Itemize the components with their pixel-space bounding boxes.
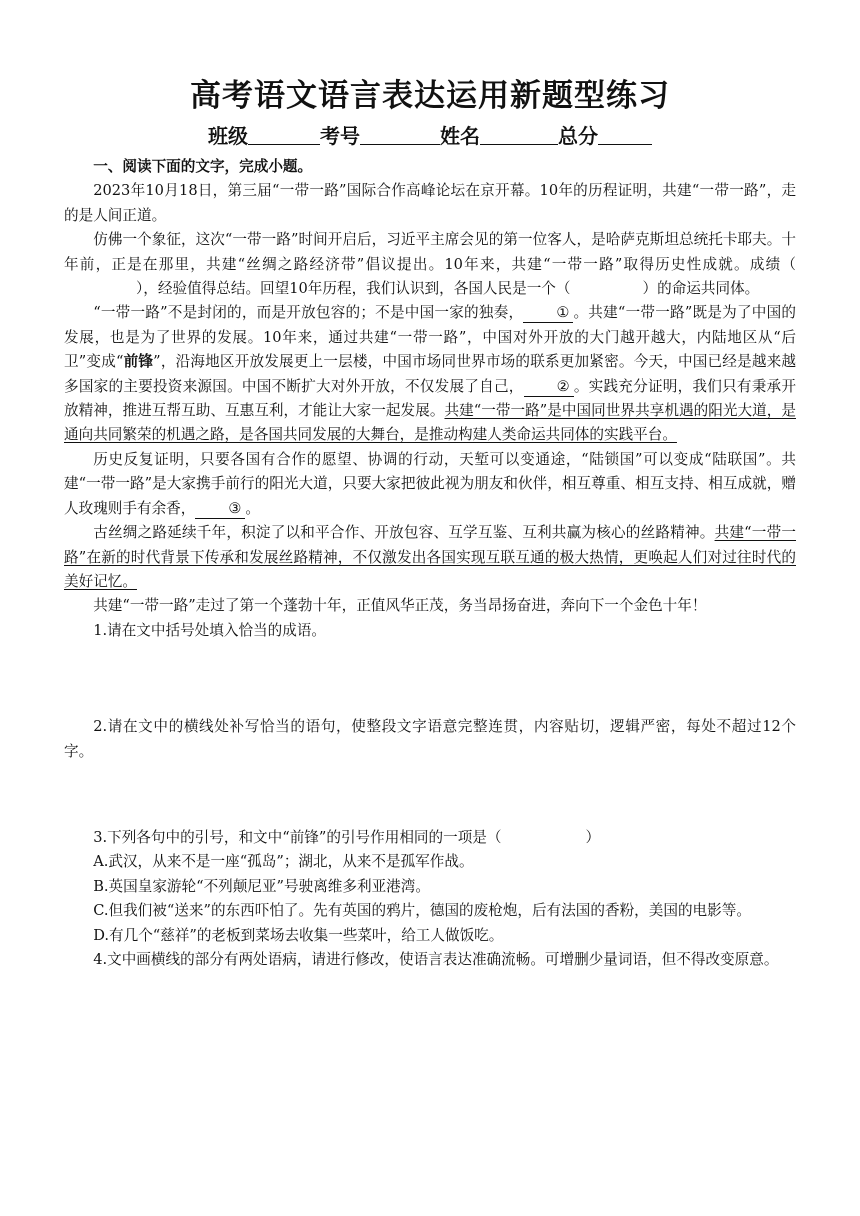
exam-number-label: 考号 [320,124,360,148]
question-1: 1.请在文中括号处填入恰当的成语。 [93,621,327,639]
passage-paragraph-4 [64,448,796,521]
passage-paragraph-6: 共建“一带一路”走过了第一个蓬勃十年，正值风华正茂，务当昂扬奋进，奔向下一个金色十年！ [93,597,707,615]
answer-blank-3[interactable]: ③ [195,500,245,519]
paragraph-2-text-b: ），经验值得总结。回望10年历程，我们认识到，各国人民是一个（ [136,280,571,298]
total-score-blank[interactable] [598,126,652,145]
page-title: 高考语文语言表达运用新题型练习 [190,78,670,114]
answer-space-1[interactable] [64,643,796,715]
paragraph-4-text-a: 历史反复证明，只要各国有合作的愿望、协调的行动，天堑可以变通途，“陆锁国”可以变成“陆联国”。共建“一带一路”是大家携手前行的阳光大道，只要大家把彼此视为朋友和伙伴，相互尊重、相互支持、相互成就，赠人玫瑰则手有余香， [64,450,796,517]
paragraph-3-text-c: ”，沿海地区开放发展更上一层楼，中国市场同世界市场的联系更加紧密。今天，中国已经是越来越多国家的主要投资来源国。中国不断扩大对外开放，不仅发展了自己， [64,353,796,395]
paragraph-3-text-b: 。共建“一带一路”既是为了中国的发展，也是为了世界的发展。10年来，通过共建“一带一路”，中国对外开放的大门越开越大，内陆地区从“后卫”变成“ [64,304,796,371]
class-blank[interactable] [248,126,320,145]
option-c: C.但我们被“送来”的东西吓怕了。先有英国的鸦片，德国的废枪炮，后有法国的香粉，美国的电影等。 [93,902,751,920]
name-label: 姓名 [440,124,480,148]
class-label: 班级 [208,124,248,148]
option-a: A.武汉，从来不是一座“孤岛”；湖北，从来不是孤军作战。 [93,853,474,871]
paragraph-3-text-d: 。实践充分证明，我们只有秉承开放精神，推进互帮互助、互惠互利，才能让大家一起发展。 [64,377,796,420]
answer-blank-1[interactable]: ① [523,304,573,323]
paragraph-3-text-a: “一带一路”不是封闭的，而是开放包容的；不是中国一家的独奏， [93,304,524,322]
option-d: D.有几个“慈祥”的老板到菜场去收集一些菜叶，给工人做饭吃。 [93,926,504,944]
passage-paragraph-3 [64,301,796,447]
quoted-word-qianfeng: 前锋 [123,353,154,371]
underlined-sentence-1: 共建“一带一路”是中国同世界共享机遇的阳光大道，是通向共同繁荣的机遇之路，是各国共同发展的大舞台，是推动构建人类命运共同体的实践平台。 [64,402,796,444]
passage-paragraph-2 [64,228,796,301]
paragraph-2-text-a: 仿佛一个象征，这次“一带一路”时间开启后，习近平主席会见的第一位客人，是哈萨克斯坦总统托卡耶夫。十年前，正是在那里，共建“丝绸之路经济带”倡议提出。10年来，共建“一带一路”取得历史性成就。成绩（ [64,231,796,273]
student-info-line [0,120,860,149]
total-score-label: 总分 [558,124,598,148]
question-3-stem: 3.下列各句中的引号，和文中“前锋”的引号作用相同的一项是（ [93,828,502,846]
question-3 [64,826,796,850]
question-3-close: ） [585,828,601,846]
paragraph-2-text-c: ）的命运共同体。 [642,280,760,298]
option-b: B.英国皇家游轮“不列颠尼亚”号驶离维多利亚港湾。 [93,877,430,895]
question-2: 2.请在文中的横线处补写恰当的语句，使整段文字语意完整连贯，内容贴切，逻辑严密，每处不超过12个字。 [64,718,796,760]
exam-number-blank[interactable] [360,126,440,145]
passage-paragraph-1: 2023年10月18日，第三届“一带一路”国际合作高峰论坛在京开幕。10年的历程证明，共建“一带一路”，走的是人间正道。 [64,182,796,224]
section-heading: 一、阅读下面的文字，完成小题。 [93,158,313,175]
question-4: 4.文中画横线的部分有两处语病，请进行修改，使语言表达准确流畅。可增删少量词语，但不得改变原意。 [93,950,779,968]
answer-blank-2[interactable]: ② [524,378,574,397]
underlined-sentence-2: 共建“一带一路”在新的时代背景下传承和发展丝路精神，不仅激发出各国实现互联互通的极大热情，更唤起人们对过往时代的美好记忆。 [64,524,796,590]
paragraph-5-text-a: 古丝绸之路延续千年，积淀了以和平合作、开放包容、互学互鉴、互利共赢为核心的丝路精神。 [93,524,715,542]
name-blank[interactable] [480,126,558,145]
passage-paragraph-5 [64,521,796,594]
worksheet-content [64,155,796,972]
answer-space-2[interactable] [64,764,796,826]
paragraph-4-text-b: 。 [245,499,260,517]
